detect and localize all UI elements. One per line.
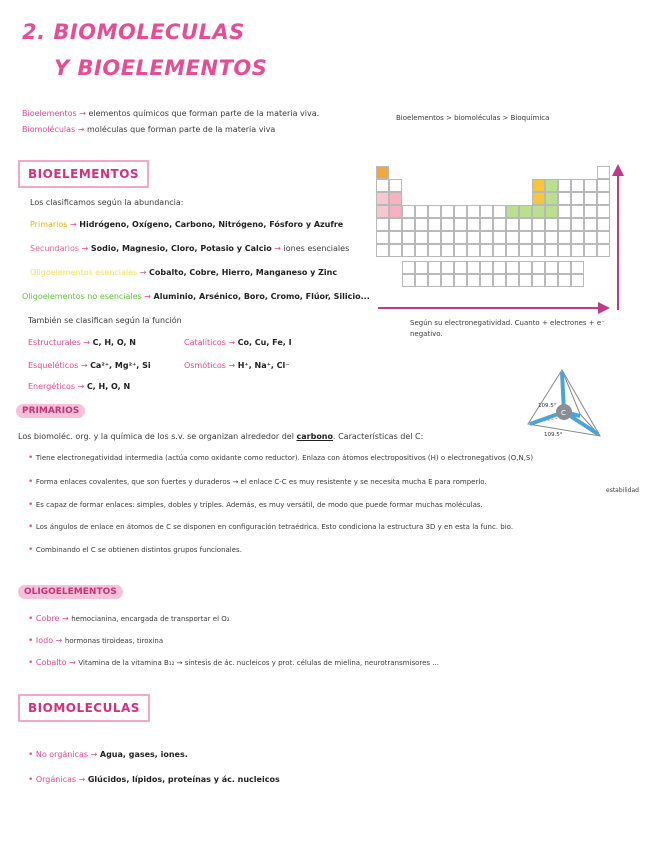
bullet-icon: • (28, 522, 34, 532)
class-label: Primarios (30, 220, 68, 229)
oligo-text: hemocianina, encargada de transportar el O₂ (71, 615, 230, 623)
class-oligo-no-esenciales (22, 292, 370, 301)
primarios-bullet-4 (28, 522, 513, 532)
function-osmoticos (184, 361, 290, 370)
biomol-label: No orgánicas (35, 750, 89, 759)
hierarchy-note: Bioelementos > biomoléculas > Bioquímica (396, 114, 550, 122)
biomol-item-no-organicas (28, 750, 188, 760)
function-estructurales (28, 338, 136, 347)
class-note: iones esenciales (283, 244, 350, 253)
intro-carbono: carbono (296, 432, 333, 441)
biomol-text: Agua, gases, iones. (99, 750, 188, 759)
function-text: Co, Cu, Fe, I (237, 338, 292, 347)
class-label: Oligoelementos no esenciales (22, 292, 142, 301)
function-label: Osmóticos (184, 361, 226, 370)
arrow-icon: → (78, 775, 86, 784)
page-title-line2: Y BIOELEMENTOS (54, 56, 268, 80)
classification-intro: Los clasificamos según la abundancia: (30, 198, 184, 207)
arrow-icon: → (80, 361, 88, 370)
arrow-icon: → (139, 268, 147, 277)
section-heading-primarios: PRIMARIOS (16, 404, 85, 418)
bullet-text: Los ángulos de enlace en átomos de C se disponen en configuración tetraédrica. Esto condiciona la estructura 3D y en esta la func. bio. (35, 523, 514, 531)
bullet-icon: • (28, 658, 34, 668)
oligo-item-cobalto (28, 658, 439, 668)
arrow-icon: → (77, 382, 85, 391)
tetra-angle-top: 109.5° (538, 403, 557, 409)
tetrahedron-diagram (518, 366, 614, 452)
class-label: Secundarios (30, 244, 80, 253)
bullet-text: Tiene electronegatividad intermedia (actúa como oxidante como reductor). Enlaza con átomos electropositivos (H) o electronegativos (O,N,S) (35, 454, 534, 462)
definition-text: moléculas que forman parte de la materia viva (87, 125, 276, 134)
oligo-text: hormonas tiroideas, tiroxina (64, 637, 164, 645)
primarios-intro (18, 432, 423, 441)
primarios-bullet-5 (28, 545, 242, 555)
electronegativity-arrows (370, 160, 630, 320)
class-secundarios (30, 244, 349, 253)
bullet-icon: • (28, 500, 34, 510)
arrow-icon: → (144, 292, 151, 301)
arrow-icon: → (69, 658, 76, 667)
function-label: Catalíticos (184, 338, 226, 347)
bullet-icon: • (28, 545, 34, 555)
tetra-angle-bottom: 109.5° (544, 432, 563, 438)
page-title-line1: 2. BIOMOLECULAS (22, 20, 245, 44)
arrow-icon: → (81, 244, 89, 253)
biomol-item-organicas (28, 775, 280, 785)
tetra-atom-label: C (561, 409, 566, 417)
class-text: Cobalto, Cobre, Hierro, Manganeso y Zinc (149, 268, 338, 277)
oligo-label: Cobre (35, 614, 60, 623)
table-caption: Según su electronegatividad. Cuanto + electrones + e⁻ negativo. (410, 319, 605, 338)
arrow-icon: → (90, 750, 98, 759)
section-heading-bioelementos: BIOELEMENTOS (18, 160, 149, 188)
bullet-icon: • (28, 775, 34, 785)
function-text: C, H, O, N (86, 382, 131, 391)
primarios-bullet-3 (28, 500, 483, 510)
intro-text-a: Los biomoléc. org. y la química de los s.v. se organizan alrededor del (18, 432, 294, 441)
biomol-text: Glúcidos, lípidos, proteínas y ác. nucleicos (87, 775, 280, 784)
intro-text-c: . Características del C: (333, 432, 424, 441)
oligo-item-cobre (28, 614, 230, 624)
function-label: Estructurales (28, 338, 81, 347)
function-label: Esqueléticos (28, 361, 79, 370)
oligo-label: Iodo (35, 636, 54, 645)
class-text: Sodio, Magnesio, Cloro, Potasio y Calcio (90, 244, 272, 253)
section-heading-biomoleculas: BIOMOLECULAS (18, 694, 150, 722)
arrow-icon: → (79, 109, 86, 118)
bullet-icon: • (28, 750, 34, 760)
arrow-icon: → (228, 361, 236, 370)
arrow-icon: → (55, 636, 63, 645)
arrow-icon: → (83, 338, 91, 347)
function-esqueleticos (28, 361, 151, 370)
class-text: Hidrógeno, Oxígeno, Carbono, Nitrógeno, Fósforo y Azufre (79, 220, 344, 229)
section-heading-oligoelementos: OLIGOELEMENTOS (18, 585, 123, 599)
arrow-icon: → (62, 614, 69, 623)
primarios-bullet-2 (28, 477, 487, 487)
arrow-icon: → (228, 338, 236, 347)
function-text: C, H, O, N (92, 338, 136, 347)
function-cataliticos (184, 338, 292, 347)
class-primarios (30, 220, 343, 229)
arrow-icon: → (70, 220, 77, 229)
bullet-icon: • (28, 636, 34, 646)
oligo-item-iodo (28, 636, 163, 646)
class-oligo-esenciales (30, 268, 337, 277)
function-text: Ca²⁺, Mg²⁺, Si (90, 361, 151, 370)
function-intro: También se clasifican según la función (28, 316, 182, 325)
definition-biomoleculas (22, 125, 275, 134)
definition-term: Biomoléculas (22, 125, 76, 134)
definition-term: Bioelementos (22, 109, 77, 118)
oligo-label: Cobalto (35, 658, 67, 667)
side-note-estabilidad: estabilidad (606, 487, 639, 494)
definition-text: elementos químicos que forman parte de la materia viva. (88, 109, 320, 118)
function-text: H⁺, Na⁺, Cl⁻ (237, 361, 290, 370)
bullet-text: Forma enlaces covalentes, que son fuertes y duraderos → el enlace C-C es muy resistente y se necesita mucha E para romperlo. (35, 478, 487, 486)
definition-bioelementos (22, 109, 319, 118)
arrow-icon: → (274, 244, 281, 253)
bullet-icon: • (28, 614, 34, 624)
bullet-text: Combinando el C se obtienen distintos grupos funcionales. (35, 546, 242, 554)
class-text: Aluminio, Arsénico, Boro, Cromo, Flúor, Silicio... (153, 292, 370, 301)
biomol-label: Orgánicas (35, 775, 77, 784)
bullet-icon: • (28, 477, 34, 487)
arrow-icon: → (77, 125, 85, 134)
oligo-text: Vitamina de la vitamina B₁₂ → síntesis de ác. nucleicos y prot. células de mielina, neurotransmisores ... (78, 659, 439, 667)
primarios-bullet-1 (28, 453, 533, 463)
function-energeticos (28, 382, 130, 391)
bullet-icon: • (28, 453, 34, 463)
class-label: Oligoelementos esenciales (30, 268, 138, 277)
function-label: Energéticos (28, 382, 76, 391)
bullet-text: Es capaz de formar enlaces: simples, dobles y triples. Además, es muy versátil, de modo que puede formar muchas moléculas. (35, 501, 483, 509)
